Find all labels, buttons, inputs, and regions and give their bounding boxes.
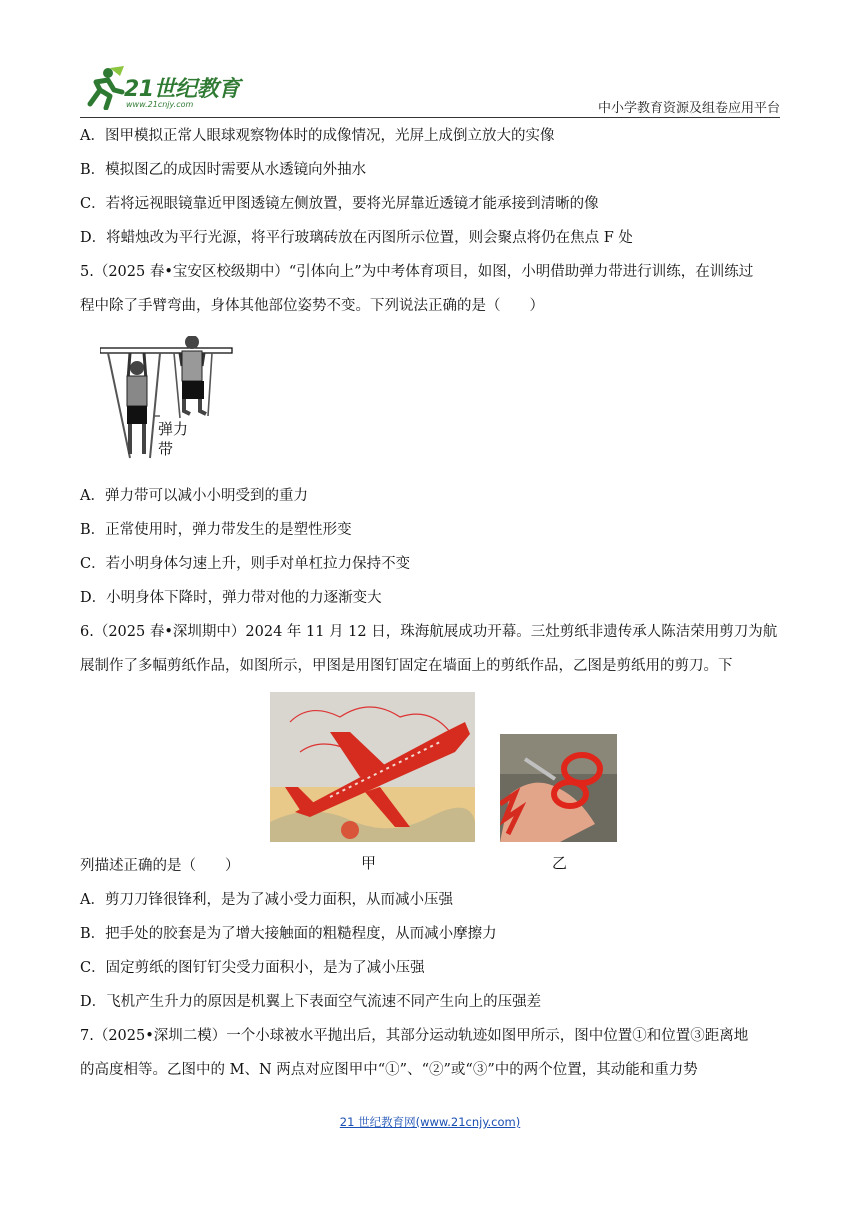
q6-option-d: D．飞机产生升力的原因是机翼上下表面空气流速不同产生向上的压强差 — [80, 994, 542, 1010]
q5-stem-line2: 程中除了手臂弯曲，身体其他部位姿势不变。下列说法正确的是（ ） — [80, 298, 544, 314]
q4-option-a: A．图甲模拟正常人眼球观察物体时的成像情况，光屏上成倒立放大的实像 — [80, 128, 555, 144]
q7-stem-line2: 的高度相等。乙图中的 M、N 两点对应图甲中“①”、“②”或“③”中的两个位置，其动能和重力势 — [80, 1062, 698, 1078]
band-label-2: 带 — [158, 440, 174, 458]
q5-option-b: B．正常使用时，弹力带发生的是塑性形变 — [80, 522, 352, 538]
q6-stem-line2: 展制作了多幅剪纸作品，如图所示，甲图是用图钉固定在墙面上的剪纸作品，乙图是剪纸用的剪刀。下 — [80, 658, 733, 674]
caption-jia: 甲 — [361, 854, 377, 872]
caption-yi: 乙 — [552, 854, 568, 872]
runner-logo-icon — [80, 64, 126, 110]
airplane-paper-cut-image — [270, 692, 475, 842]
q6-stem-line1: 6.（2025 春•深圳期中）2024 年 11 月 12 日，珠海航展成功开幕。三灶剪纸非遗传承人陈洁荣用剪刀为航 — [80, 624, 778, 640]
header-divider — [80, 117, 780, 118]
q5-option-c: C．若小明身体匀速上升，则手对单杠拉力保持不变 — [80, 556, 411, 572]
q5-figure — [100, 336, 240, 470]
q6-figure-paper-cut — [270, 692, 475, 842]
q4-option-c: C．若将远视眼镜靠近甲图透镜左侧放置，要将光屏靠近透镜才能承接到清晰的像 — [80, 196, 599, 212]
site-logo[interactable] — [80, 64, 250, 114]
q6-option-b: B．把手处的胶套是为了增大接触面的粗糙程度，从而减小摩擦力 — [80, 926, 497, 942]
band-label-1: 弹力 — [158, 420, 189, 438]
q6-figure-scissors — [500, 734, 617, 842]
q4-option-d: D．将蜡烛改为平行光源，将平行玻璃砖放在丙图所示位置，则会聚点将仍在焦点 F 处 — [80, 230, 633, 246]
q7-stem-line1: 7.（2025•深圳二模）一个小球被水平抛出后，其部分运动轨迹如图甲所示，图中位置①和位置③距离地 — [80, 1028, 749, 1044]
q6-stem-line3: 列描述正确的是（ ） — [80, 858, 240, 874]
q6-option-c: C．固定剪纸的图钉钉尖受力面积小，是为了减小压强 — [80, 960, 425, 976]
logo-url: www.21cnjy.com — [126, 100, 194, 109]
scissors-in-hand-image — [500, 734, 617, 842]
pull-up-illustration — [100, 336, 240, 470]
q4-option-b: B．模拟图乙的成因时需要从水透镜向外抽水 — [80, 162, 367, 178]
q6-option-a: A．剪刀刀锋很锋利，是为了减小受力面积，从而减小压强 — [80, 892, 453, 908]
platform-title: 中小学教育资源及组卷应用平台 — [597, 101, 780, 116]
page-header — [80, 64, 780, 118]
footer-link[interactable]: 21 世纪教育网(www.21cnjy.com) — [339, 1115, 521, 1129]
q5-option-d: D．小明身体下降时，弹力带对他的力逐渐变大 — [80, 590, 382, 606]
q5-stem-line1: 5.（2025 春•宝安区校级期中）“引体向上”为中考体育项目，如图，小明借助弹力带进行训练，在训练过 — [80, 264, 754, 280]
q5-option-a: A．弹力带可以减小小明受到的重力 — [80, 488, 308, 504]
logo-text: 21世纪教育 — [124, 77, 240, 102]
